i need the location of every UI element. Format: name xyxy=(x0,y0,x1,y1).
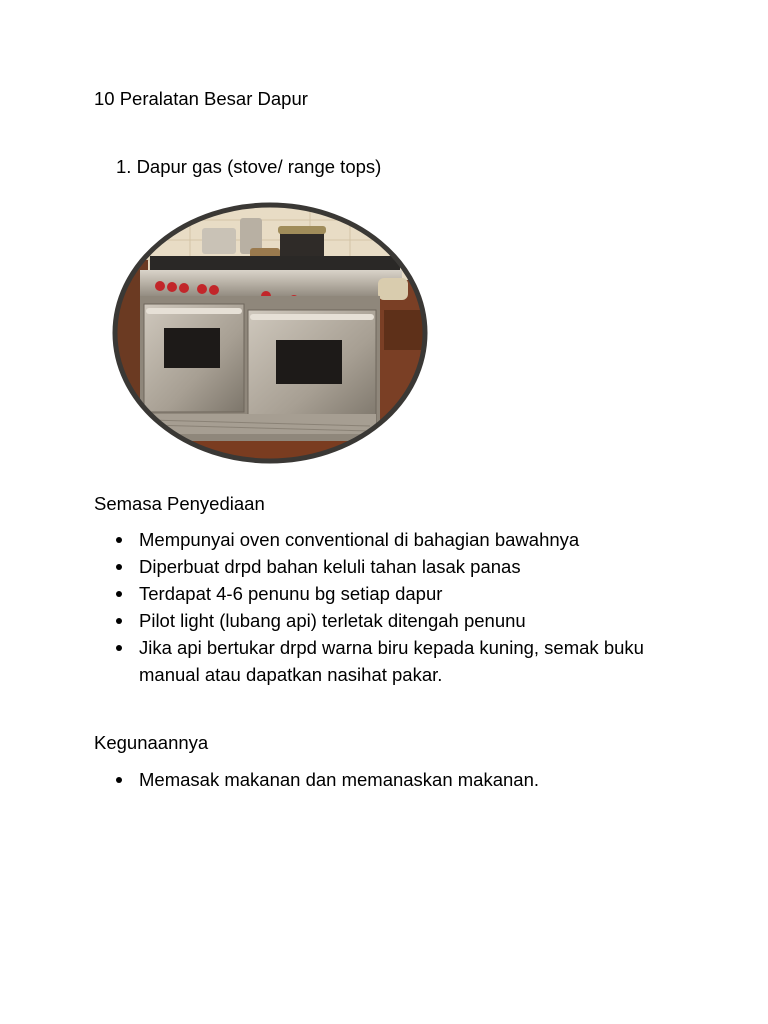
bullet-icon xyxy=(116,618,122,624)
list-item: Diperbuat drpd bahan keluli tahan lasak panas xyxy=(94,553,699,580)
gas-range-stove-photo-icon xyxy=(110,200,430,470)
bullet-icon xyxy=(116,777,122,783)
page-title: 10 Peralatan Besar Dapur xyxy=(94,88,308,109)
bullet-icon xyxy=(116,645,122,651)
list-item: Jika api bertukar drpd warna biru kepada kuning, semak buku manual atau dapatkan nasihat pakar. xyxy=(94,634,699,688)
uses-bullet-list xyxy=(94,766,699,793)
gas-stove-photo xyxy=(110,200,430,470)
list-item: Pilot light (lubang api) terletak ditengah penunu xyxy=(94,607,699,634)
preparation-bullet-list xyxy=(94,526,699,688)
section-heading-uses: Kegunaannya xyxy=(94,732,209,753)
bullet-icon xyxy=(116,537,122,543)
section-heading-preparation: Semasa Penyediaan xyxy=(94,493,265,514)
bullet-icon xyxy=(116,591,122,597)
list-item: Mempunyai oven conventional di bahagian bawahnya xyxy=(94,526,699,553)
list-item: Terdapat 4-6 penunu bg setiap dapur xyxy=(94,580,699,607)
bullet-icon xyxy=(116,564,122,570)
numbered-item: 1. Dapur gas (stove/ range tops) xyxy=(116,156,382,177)
list-item: Memasak makanan dan memanaskan makanan. xyxy=(94,766,699,793)
